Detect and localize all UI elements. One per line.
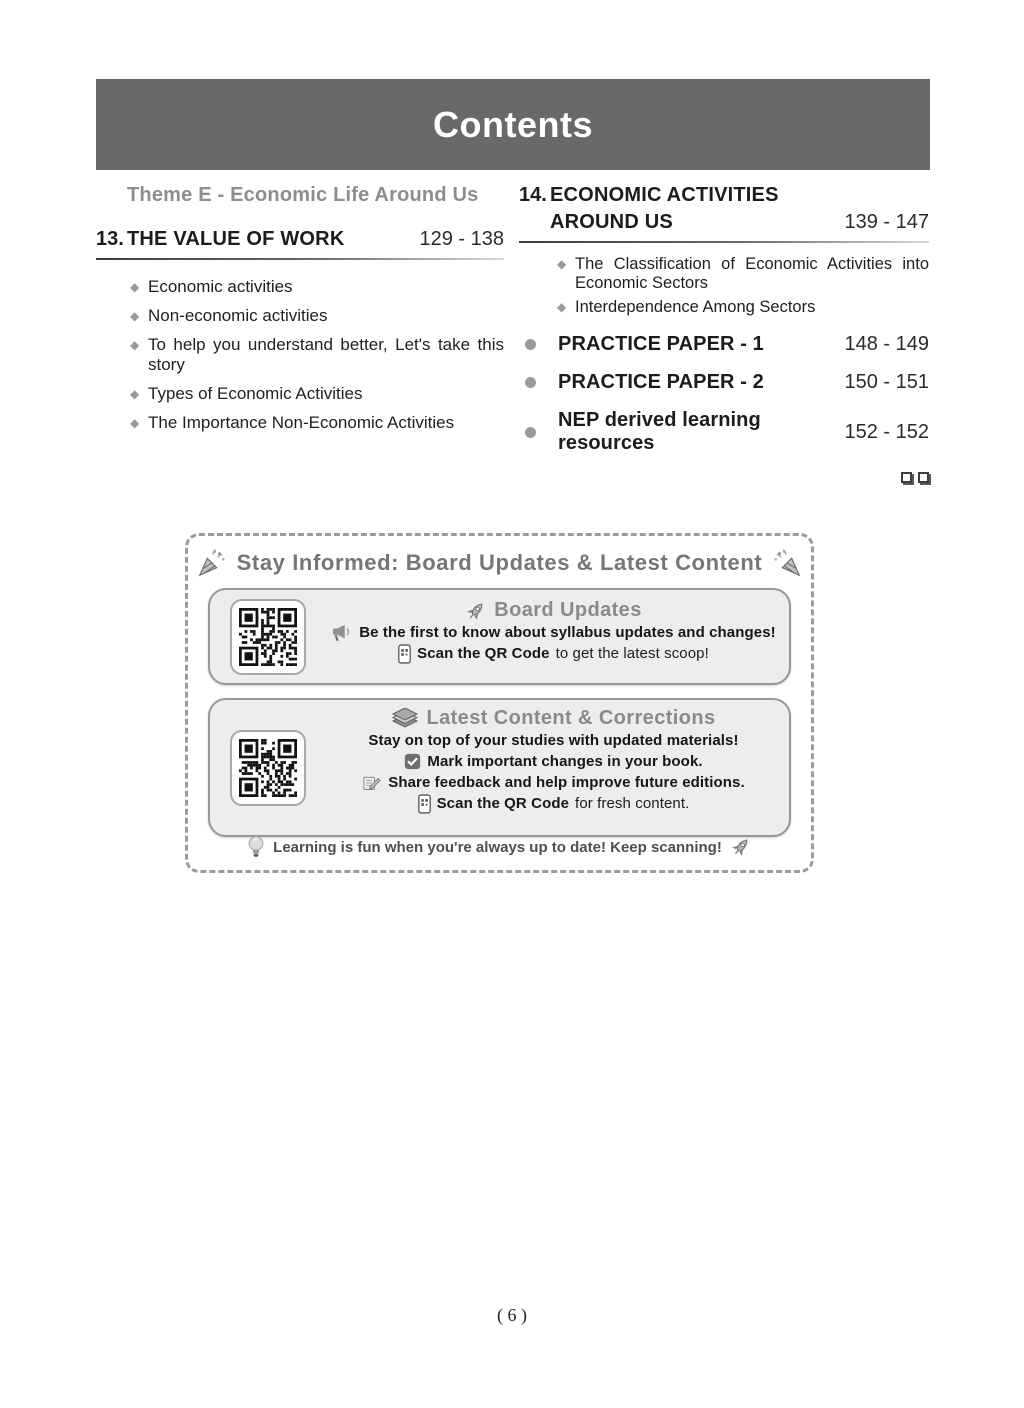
extra-page-range: 150 - 151 (844, 371, 929, 393)
party-popper-icon (197, 548, 227, 578)
toc-right-column (519, 184, 929, 488)
diamond-bullet-icon: ◆ (130, 338, 140, 352)
check-square-icon (404, 753, 421, 770)
latest-content-content (318, 700, 789, 814)
latest-content-card (208, 698, 791, 837)
board-updates-content (318, 590, 789, 664)
extra-page-range: 152 - 152 (844, 420, 929, 443)
extra-page-range: 148 - 149 (844, 333, 929, 355)
practice-paper-2-row (519, 371, 929, 394)
board-updates-card (208, 588, 791, 685)
page-number: ( 6 ) (497, 1305, 527, 1325)
latest-content-line3 (318, 772, 789, 793)
chapter-number: 14. (519, 184, 547, 206)
chapter-page-range: 129 - 138 (419, 228, 504, 250)
extra-label: PRACTICE PAPER - 1 (558, 333, 764, 355)
qr-code-board-updates (230, 599, 306, 675)
diamond-bullet-icon: ◆ (557, 300, 567, 314)
square-icon (901, 472, 912, 483)
end-of-section-squares-icon (519, 470, 929, 488)
topic-label: The Classification of Economic Activities into Economic Sectors (575, 255, 929, 292)
topic-label: Interdependence Among Sectors (575, 298, 816, 316)
latest-content-line2-text: Mark important changes in your book. (427, 753, 703, 770)
practice-paper-1-row (519, 333, 929, 356)
rocket-icon (465, 600, 487, 622)
rocket-icon (730, 836, 752, 858)
topic-item (130, 277, 504, 297)
topic-item (130, 306, 504, 326)
topic-label: To help you understand better, Let's take this story (148, 335, 504, 374)
topic-item (130, 335, 504, 375)
topic-item (130, 384, 504, 404)
latest-content-scan-line (318, 793, 789, 814)
qr-code-image (239, 739, 297, 797)
latest-content-line3-text: Share feedback and help improve future editions. (388, 774, 745, 791)
scan-qr-bold: Scan the QR Code (436, 795, 570, 812)
info-box-footer-text: Learning is fun when you're always up to date! Keep scanning! (273, 838, 722, 856)
chapter-14-row (519, 184, 929, 234)
stay-informed-title: Stay Informed: Board Updates & Latest Content (236, 550, 763, 575)
latest-content-heading-row (318, 707, 789, 730)
latest-content-line2 (318, 751, 789, 772)
diamond-bullet-icon: ◆ (557, 257, 567, 271)
topic-item (130, 413, 504, 433)
topic-label: Types of Economic Activities (148, 384, 363, 403)
board-updates-line1 (318, 622, 789, 643)
diamond-bullet-icon: ◆ (130, 416, 140, 430)
chapter-number: 13. (96, 228, 124, 250)
stay-informed-title-row (188, 548, 811, 578)
memo-pencil-icon (362, 774, 382, 792)
topic-item (557, 255, 929, 293)
board-updates-heading-row (318, 599, 789, 622)
latest-content-heading: Latest Content & Corrections (426, 707, 716, 729)
chapter-title-line1: ECONOMIC ACTIVITIES (550, 184, 779, 206)
chapter-13-topics (96, 277, 504, 433)
extra-sections (519, 333, 929, 455)
topic-label: The Importance Non-Economic Activities (148, 413, 455, 432)
qr-code-latest-content (230, 730, 306, 806)
scan-qr-rest: to get the latest scoop! (555, 645, 709, 662)
divider-line (96, 258, 504, 260)
header-bar (96, 79, 930, 170)
diamond-bullet-icon: ◆ (130, 387, 140, 401)
square-icon (918, 472, 929, 483)
party-popper-icon (772, 548, 802, 578)
chapter-14-topics (519, 255, 929, 317)
divider-line (519, 241, 929, 243)
chapter-title: THE VALUE OF WORK (127, 228, 345, 250)
topic-label: Economic activities (148, 277, 293, 296)
board-updates-announce: Be the first to know about syllabus updates and changes! (359, 624, 776, 641)
chapter-page-range: 139 - 147 (844, 211, 929, 233)
phone-qr-icon (398, 644, 411, 664)
extra-label: PRACTICE PAPER - 2 (558, 371, 764, 393)
nep-resources-row (519, 409, 929, 455)
theme-heading: Theme E - Economic Life Around Us (127, 184, 479, 206)
megaphone-icon (331, 623, 353, 643)
extra-label: NEP derived learning resources (558, 409, 761, 454)
scan-qr-bold: Scan the QR Code (417, 645, 550, 662)
qr-code-image (239, 608, 297, 666)
topic-label: Non-economic activities (148, 306, 328, 325)
diamond-bullet-icon: ◆ (130, 309, 140, 323)
board-updates-heading: Board Updates (494, 599, 642, 621)
info-box-footer-row (188, 834, 811, 860)
phone-qr-icon (418, 794, 431, 814)
latest-content-line1-text: Stay on top of your studies with updated materials! (368, 732, 739, 749)
circle-bullet-icon (525, 427, 536, 438)
scan-qr-rest: for fresh content. (575, 795, 690, 812)
toc-left-column (96, 184, 504, 442)
circle-bullet-icon (525, 339, 536, 350)
topic-item (557, 298, 929, 317)
board-updates-scan-line (318, 643, 789, 664)
books-icon (391, 708, 419, 730)
chapter-title-line2: AROUND US (550, 211, 673, 233)
page-title: Contents (433, 103, 593, 145)
latest-content-line1 (318, 730, 789, 751)
chapter-13-row (96, 228, 504, 251)
circle-bullet-icon (525, 377, 536, 388)
lightbulb-icon (247, 834, 265, 860)
diamond-bullet-icon: ◆ (130, 280, 140, 294)
stay-informed-box (185, 533, 814, 873)
